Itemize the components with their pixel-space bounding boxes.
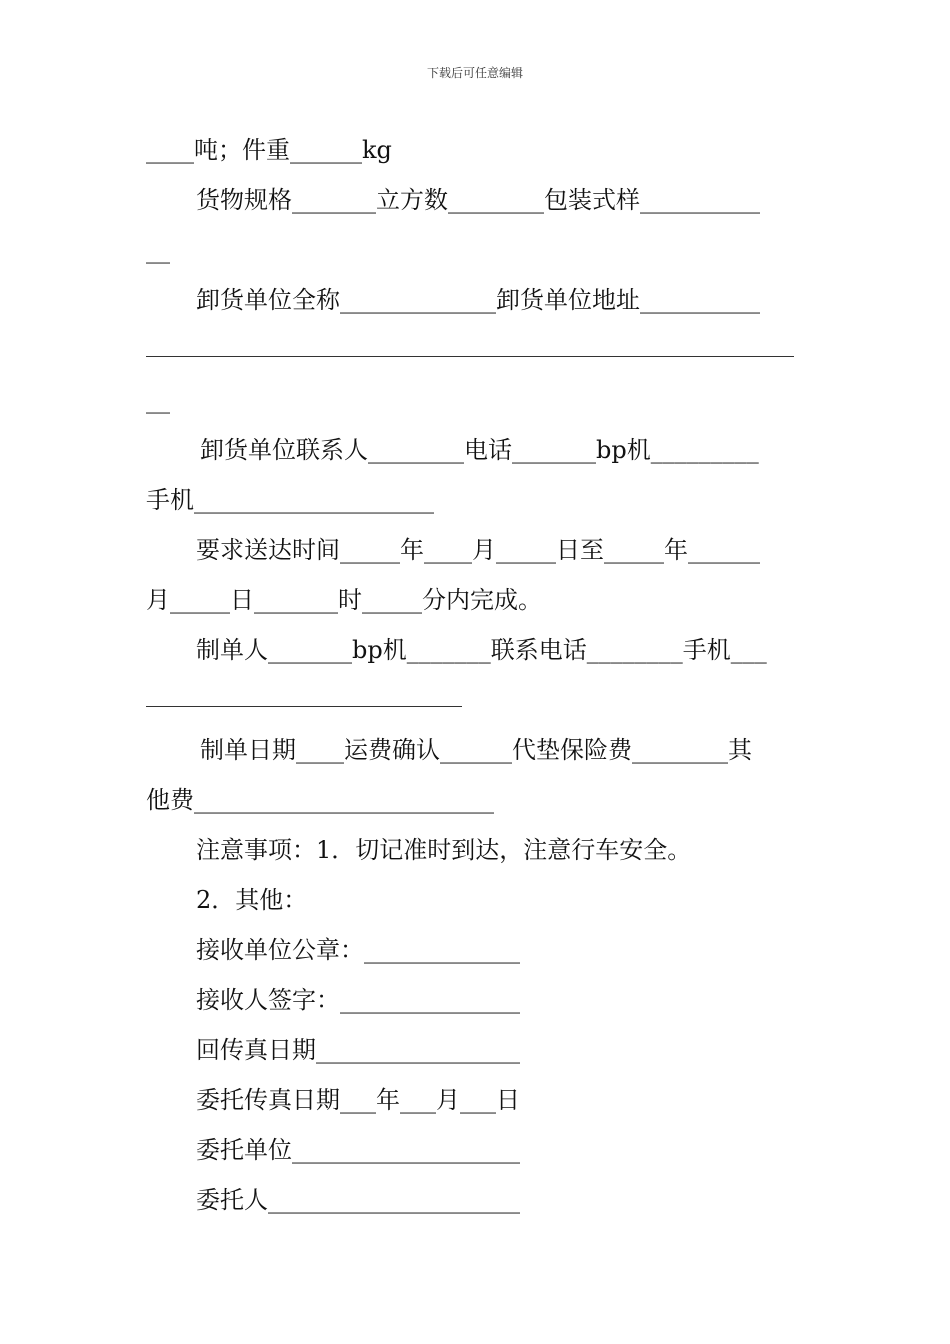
entrusting-unit-line: 委托单位___________________ (196, 1136, 520, 1164)
unloading-contact-line: 卸货单位联系人________电话_______bp机_________ (200, 436, 759, 464)
page-header: 下载后可任意编辑 (426, 66, 523, 80)
return-fax-date-line: 回传真日期_________________ (196, 1036, 520, 1064)
notes-other-line: 2．其他： (196, 886, 308, 914)
receiver-signature-line: 接收人签字：_______________ (196, 986, 520, 1014)
preparer-mobile-blank-rule (146, 706, 462, 707)
unloading-address-blank-rule (146, 356, 794, 357)
delivery-time-line: 要求送达时间_____年____月_____日至_____年______ (196, 536, 760, 564)
other-fees-line: 他费_________________________ (146, 786, 494, 814)
entrusting-person-line: 委托人_____________________ (196, 1186, 520, 1214)
delivery-time-continuation: 月_____日_______时_____分内完成。 (146, 586, 542, 614)
mobile-line: 手机____________________ (146, 486, 434, 514)
receiving-unit-seal-line: 接收单位公章：_____________ (196, 936, 520, 964)
unloading-unit-line: 卸货单位全称_____________卸货单位地址__________ (196, 286, 760, 314)
cargo-spec-continuation: __ (146, 236, 170, 264)
notes-line: 注意事项：1．切记准时到达，注意行车安全。 (196, 836, 692, 864)
weight-line: ____吨；件重______kg (146, 136, 392, 164)
unloading-address-continuation: __ (146, 386, 170, 414)
preparer-line: 制单人_______bp机_______联系电话________手机___ (196, 636, 767, 664)
preparation-date-line: 制单日期____运费确认______代垫保险费________其 (200, 736, 752, 764)
entrust-fax-date-line: 委托传真日期___年___月___日 (196, 1086, 520, 1114)
cargo-spec-line: 货物规格_______立方数________包装式样__________ (196, 186, 760, 214)
